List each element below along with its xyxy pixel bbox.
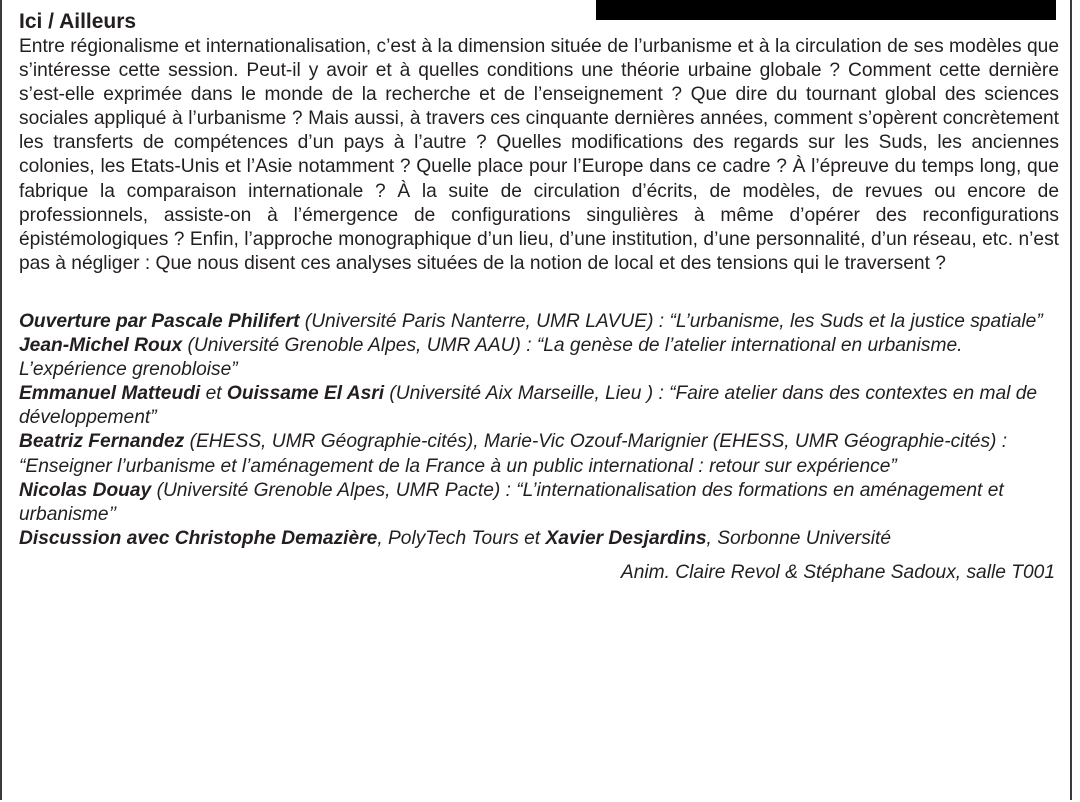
talk-speaker: Discussion avec Christophe Demazière: [19, 527, 378, 549]
talk-speaker: Jean-Michel Roux: [19, 335, 183, 357]
session-content: [19, 0, 1059, 593]
talk-details: (Université Aix Marseille, Lieu ) : “Faire atelier dans des contextes en mal de développement”: [19, 383, 1038, 429]
talk-speaker: Nicolas Douay: [19, 479, 152, 501]
talk-speaker: Beatriz Fernandez: [19, 431, 185, 453]
talk-speaker: Emmanuel Matteudi: [19, 383, 201, 405]
talk-list: [19, 310, 1059, 551]
talk-item: [19, 334, 1059, 382]
talk-item: [19, 479, 1059, 527]
session-abstract: Entre régionalisme et internationalisation, c’est à la dimension située de l’urbanisme et à la circulation de ses modèles que s’intéresse cette session. Peut-il y avoir et à quelles conditions une théorie urbaine globale ? Comment cette dernière s’est-elle exprimée dans le monde de la recherche et de l’enseignement ? Que dire du tournant global des sciences sociales appliqué à l’urbanisme ? Mais aussi, à travers ces cinquante dernières années, comment s’opèrent concrètement les transferts de compétences d’un pays à l’autre ? Quelles modifications des regards sur les Suds, les anciennes colonies, les Etats-Unis et l’Asie notamment ? Quelle place pour l’Europe dans ce cadre ? À l’épreuve du temps long, que fabrique la comparaison internationale ? À la suite de circulation d’écrits, de modèles, de revues ou encore de professionnels, assiste-on à l’émergence de configurations singulières à même d’opérer des reconfigurations épistémologiques ? Enfin, l’approche monographique d’un lieu, d’une institution, d’une personnalité, d’un réseau, etc. n’est pas à négliger : Que nous disent ces analyses situées de la notion de local et des tensions qui le traversent ?: [19, 36, 1059, 274]
talk-details: (EHESS, UMR Géographie-cités), Marie-Vic Ozouf-Marignier (EHESS, UMR Géographie-cités) : “Enseigner l’urbanisme et l’aménagement de la France à un public international : retour sur expérience”: [19, 431, 1008, 477]
talk-details: (Université Paris Nanterre, UMR LAVUE) : “L’urbanisme, les Suds et la justice spatiale”: [299, 310, 1043, 332]
talk-speaker-2: Ouissame El Asri: [226, 383, 385, 405]
talk-details: , Sorbonne Université: [706, 527, 892, 549]
talk-item: [19, 430, 1059, 478]
talk-item: [19, 527, 1059, 551]
talk-item: [19, 382, 1059, 430]
talk-details: (Université Grenoble Alpes, UMR Pacte) : “L’internationalisation des formations en aménagement et urbanisme’’: [19, 479, 1004, 525]
talk-item: [19, 310, 1059, 334]
talk-connector: et: [200, 383, 227, 405]
talk-connector: , PolyTech Tours et: [377, 527, 546, 549]
talk-speaker: Ouverture par Pascale Philifert: [19, 310, 300, 332]
session-title: Ici / Ailleurs: [19, 10, 137, 33]
session-moderators: Anim. Claire Revol & Stéphane Sadoux, salle T001: [620, 561, 1055, 583]
talk-details: (Université Grenoble Alpes, UMR AAU) : “La genèse de l’atelier international en urbanisme. L’expérience grenobloise”: [19, 335, 963, 381]
talk-speaker-2: Xavier Desjardins: [545, 527, 707, 549]
